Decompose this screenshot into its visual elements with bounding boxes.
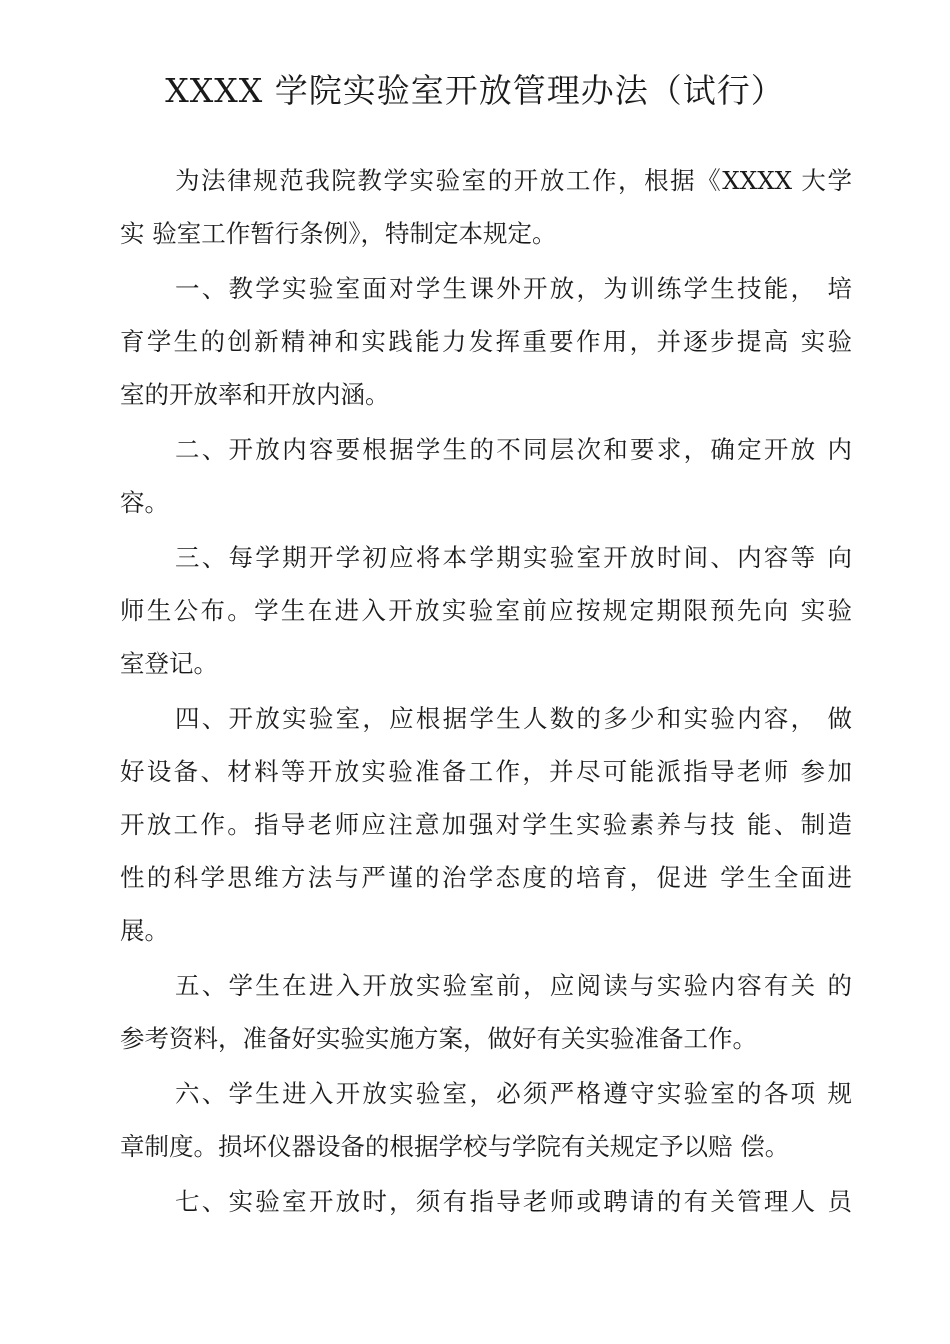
paragraph-line: 四、开放实验室，应根据学生人数的多少和实验内容， 做 xyxy=(175,704,852,733)
paragraph-line: 师生公布。学生在进入开放实验室前应按规定期限预先向 实验 xyxy=(120,596,852,625)
paragraph xyxy=(120,531,852,690)
paragraph xyxy=(120,959,852,1065)
paragraph xyxy=(120,262,852,421)
document-body xyxy=(120,154,852,1228)
paragraph-line: 室登记。 xyxy=(120,649,218,678)
paragraph-line: 章制度。损坏仪器设备的根据学校与学院有关规定予以赔 偿。 xyxy=(120,1132,790,1161)
paragraph-line: 为法律规范我院教学实验室的开放工作，根据《XXXX 大学 xyxy=(175,166,852,195)
paragraph-line: 七、实验室开放时，须有指导老师或聘请的有关管理人 员 xyxy=(175,1187,852,1216)
paragraph xyxy=(120,692,852,957)
paragraph xyxy=(120,1067,852,1173)
paragraph xyxy=(120,1175,852,1228)
paragraph-line: 室的开放率和开放内涵。 xyxy=(120,380,390,409)
paragraph-line: 育学生的创新精神和实践能力发挥重要作用，并逐步提高 实验 xyxy=(120,327,852,356)
paragraph-line: 性的科学思维方法与严谨的治学态度的培育，促进 学生全面进 xyxy=(120,863,852,892)
page-title: XXXX 学院实验室开放管理办法（试行） xyxy=(165,71,785,110)
paragraph-line: 好设备、材料等开放实验准备工作，并尽可能派指导老师 参加 xyxy=(120,757,852,786)
paragraph xyxy=(120,154,852,260)
paragraph-line: 开放工作。指导老师应注意加强对学生实验素养与技 能、制造 xyxy=(120,810,852,839)
paragraph-line: 一、教学实验室面对学生课外开放，为训练学生技能， 培 xyxy=(175,274,852,303)
paragraph-line: 参考资料，准备好实验实施方案，做好有关实验准备工作。 xyxy=(120,1024,757,1053)
paragraph-line: 六、学生进入开放实验室，必须严格遵守实验室的各项 规 xyxy=(175,1079,852,1108)
paragraph-line: 三、每学期开学初应将本学期实验室开放时间、内容等 向 xyxy=(175,543,852,572)
paragraph-line: 二、开放内容要根据学生的不同层次和要求，确定开放 内 xyxy=(175,435,852,464)
paragraph xyxy=(120,423,852,529)
paragraph-line: 容。 xyxy=(120,488,169,517)
paragraph-line: 实 验室工作暂行条例》，特制定本规定。 xyxy=(120,219,557,248)
paragraph-line: 五、学生在进入开放实验室前，应阅读与实验内容有关 的 xyxy=(175,971,852,1000)
paragraph-line: 展。 xyxy=(120,916,169,945)
